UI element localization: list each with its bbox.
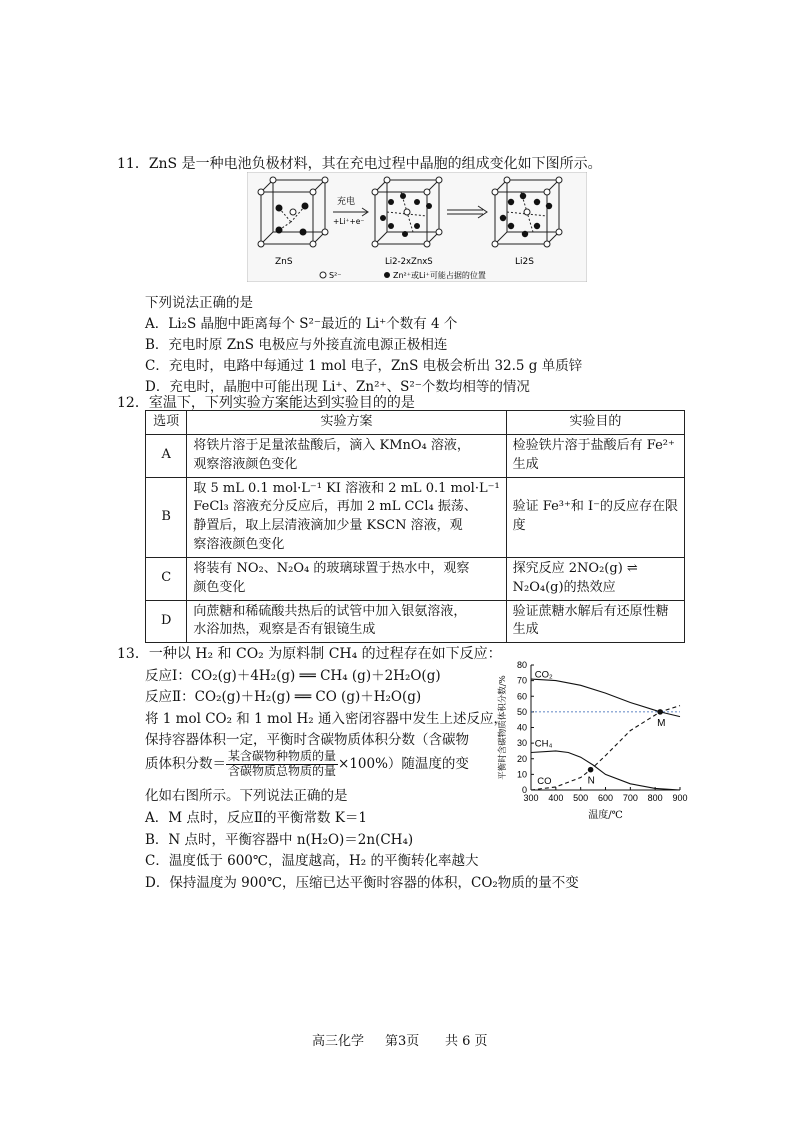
formula-prefix: 质体积分数＝	[145, 755, 226, 772]
point-N	[588, 767, 594, 773]
cell2-label: Li2-2xZnxS	[385, 257, 433, 267]
header-goal: 实验目的	[506, 411, 684, 435]
table-row[interactable]	[146, 434, 685, 477]
header-plan: 实验方案	[187, 411, 506, 435]
q11-prompt: 下列说法正确的是	[145, 295, 253, 311]
q13-reaction-2: 反应Ⅱ：CO₂(g)＋H₂(g) ══ CO (g)＋H₂O(g)	[145, 689, 422, 705]
q11-option-c[interactable]: C．充电时，电路中每通过 1 mol 电子，ZnS 电极会析出 32.5 g 单质锌	[145, 358, 583, 374]
cell1-label: ZnS	[275, 257, 293, 267]
footer-page: 第3页	[385, 1034, 420, 1049]
series-label: CO₂	[534, 669, 553, 681]
y-tick-label: 50	[516, 706, 527, 717]
q11-option-a[interactable]: A．Li₂S 晶胞中距离每个 S²⁻最近的 Li⁺个数有 4 个	[145, 316, 458, 332]
row-b-goal: 验证 Fe³⁺和 I⁻的反应存在限 度	[506, 477, 684, 557]
row-b-plan: 取 5 mL 0.1 mol·L⁻¹ KI 溶液和 2 mL 0.1 mol·L⁻¹ FeCl₃ 溶液充分反应后，再加 2 mL CCl₄ 振荡、 静置后，取上层清液滴加少量 KSCN 溶液，观 察溶液颜色变化	[187, 477, 506, 557]
q13-reaction-1: 反应Ⅰ：CO₂(g)＋4H₂(g) ══ CH₄ (g)＋2H₂O(g)	[145, 668, 441, 684]
x-tick-label: 600	[597, 793, 614, 803]
table-row[interactable]	[146, 477, 685, 557]
y-tick-label: 80	[516, 660, 527, 670]
header-option: 选项	[146, 411, 187, 435]
q11-option-d[interactable]: D．充电时，晶胞中可能出现 Li⁺、Zn²⁺、S²⁻个数均相等的情况	[145, 379, 530, 395]
q13-option-b[interactable]: B．N 点时，平衡容器中 n(H₂O)＝2n(CH₄)	[145, 832, 414, 848]
row-a-goal: 检验铁片溶于盐酸后有 Fe²⁺ 生成	[506, 434, 684, 477]
y-tick-label: 10	[516, 769, 527, 780]
q13-option-d[interactable]: D．保持温度为 900℃，压缩已达平衡时容器的体积，CO₂物质的量不变	[145, 875, 579, 891]
formula-suffix: ×100%）随温度的变	[338, 755, 469, 772]
q13-text-line-2: 保持容器体积一定，平衡时含碳物质体积分数（含碳物	[145, 732, 469, 748]
q13-text-line-1: 将 1 mol CO₂ 和 1 mol H₂ 通入密闭容器中发生上述反应，	[145, 711, 507, 727]
q13-chart	[495, 655, 695, 825]
series-line-CH₄	[531, 751, 680, 790]
fraction-numerator: 某含碳物种物质的量	[228, 749, 337, 763]
legend-s-label: S²⁻	[329, 271, 342, 280]
q13-stem: 13．一种以 H₂ 和 CO₂ 为原料制 CH₄ 的过程存在如下反应：	[117, 646, 502, 662]
x-tick-label: 300	[523, 793, 539, 803]
q13-option-a[interactable]: A．M 点时，反应Ⅱ的平衡常数 K＝1	[145, 810, 368, 826]
q11-crystal-figure	[247, 172, 587, 282]
q12-stem: 12．室温下，下列实验方案能达到实验目的的是	[117, 395, 415, 411]
y-tick-label: 0	[521, 785, 527, 795]
y-tick-label: 60	[516, 691, 527, 702]
point-label-N: N	[587, 775, 595, 787]
q13-option-c[interactable]: C．温度低于 600℃，温度越高，H₂ 的平衡转化率越大	[145, 853, 479, 869]
cell3-label: Li2S	[515, 257, 534, 267]
q12-table	[145, 410, 685, 643]
x-axis-label: 温度/℃	[588, 810, 623, 821]
row-c-plan: 将装有 NO₂、N₂O₄ 的玻璃球置于热水中，观察 颜色变化	[187, 557, 506, 600]
row-d-goal: 验证蔗糖水解后有还原性糖 生成	[506, 600, 684, 643]
point-label-M: M	[657, 717, 666, 729]
row-a-option: A	[146, 434, 187, 477]
fraction	[226, 750, 338, 779]
row-c-option: C	[146, 557, 187, 600]
x-tick-label: 800	[647, 793, 663, 803]
row-a-plan: 将铁片溶于足量浓盐酸后，滴入 KMnO₄ 溶液， 观察溶液颜色变化	[187, 434, 506, 477]
point-M	[657, 709, 663, 715]
q13-formula-line	[145, 750, 469, 779]
table-row[interactable]	[146, 600, 685, 643]
y-tick-label: 20	[516, 753, 527, 764]
arrow1-bottom-label: +Li⁺+e⁻	[333, 217, 365, 226]
fraction-denominator: 含碳物质总物质的量	[228, 763, 337, 778]
q11-option-b[interactable]: B．充电时原 ZnS 电极应与外接直流电源正极相连	[145, 337, 448, 353]
arrow1-top-label: 充电	[337, 197, 356, 207]
legend-pos-marker	[384, 272, 390, 278]
row-c-goal: 探究反应 2NO₂(g) ⇌ N₂O₄(g)的热效应	[506, 557, 684, 600]
y-tick-label: 40	[516, 722, 527, 733]
footer-subject: 高三化学	[312, 1034, 365, 1049]
row-d-option: D	[146, 600, 187, 643]
table-row[interactable]	[146, 557, 685, 600]
table-header-row	[146, 411, 685, 435]
x-tick-label: 500	[573, 793, 589, 803]
footer-total: 共 6 页	[445, 1034, 488, 1049]
legend-pos-label: Zn²⁺或Li⁺可能占据的位置	[393, 271, 486, 280]
y-tick-label: 70	[516, 675, 527, 686]
row-b-option: B	[146, 477, 187, 557]
q13-text-after: 化如右图所示。下列说法正确的是	[145, 788, 348, 804]
q11-stem: 11．ZnS 是一种电池负极材料，其在充电过程中晶胞的组成变化如下图所示。	[117, 156, 602, 172]
x-tick-label: 900	[672, 793, 688, 803]
x-tick-label: 700	[622, 793, 638, 803]
series-label: CH₄	[534, 738, 553, 750]
y-axis-label: 平衡时含碳物质体积分数/%	[498, 675, 508, 780]
crystal-cells-svg	[247, 172, 587, 282]
legend-s-marker	[320, 272, 326, 278]
row-d-plan: 向蔗糖和稀硫酸共热后的试管中加入银氨溶液， 水浴加热，观察是否有银镜生成	[187, 600, 506, 643]
series-label: CO	[537, 775, 552, 787]
equilibrium-chart-svg	[495, 655, 695, 825]
y-tick-label: 30	[516, 738, 527, 749]
x-tick-label: 400	[548, 793, 564, 803]
